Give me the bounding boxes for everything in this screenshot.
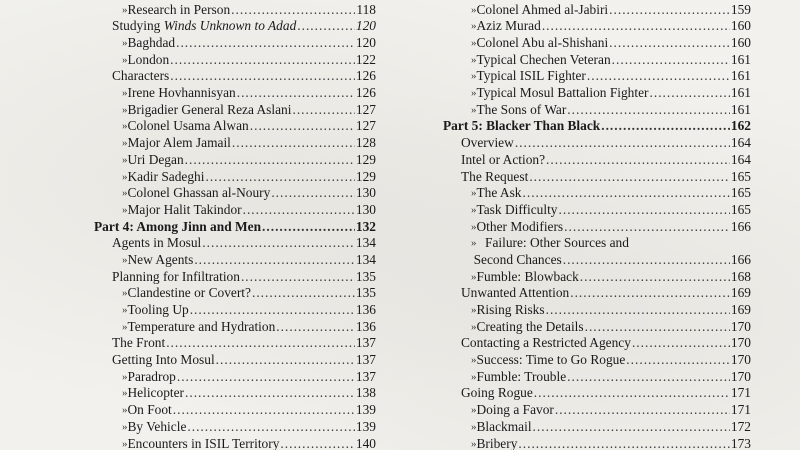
- bullet-chevron-icon: »: [122, 320, 128, 333]
- toc-subentry[interactable]: [94, 402, 376, 419]
- toc-column-left: [94, 0, 376, 450]
- dot-leader: [216, 352, 355, 369]
- toc-page-number: 140: [355, 435, 376, 450]
- toc-subentry[interactable]: [94, 185, 376, 202]
- dot-leader: [252, 285, 355, 302]
- bullet-chevron-icon: »: [122, 187, 128, 200]
- toc-entry[interactable]: [443, 285, 751, 302]
- toc-subentry[interactable]: [94, 102, 376, 119]
- toc-entry-title: Creating the Details: [476, 318, 584, 334]
- toc-entry-title: Success: Time to Go Rogue: [476, 352, 626, 368]
- bullet-chevron-icon: »: [122, 3, 128, 16]
- dot-leader: [205, 169, 354, 186]
- dot-leader: [176, 35, 355, 52]
- dot-leader: [243, 202, 355, 219]
- toc-entry-title: Colonel Ahmed al-Jabiri: [476, 1, 609, 17]
- toc-page-number: 173: [730, 435, 751, 450]
- dot-leader: [166, 335, 355, 352]
- toc-entry[interactable]: [443, 335, 751, 352]
- toc-entry[interactable]: [94, 235, 376, 252]
- toc-page-number: 129: [355, 168, 376, 184]
- toc-entry-title: Characters: [112, 68, 170, 84]
- bullet-chevron-icon: »: [471, 304, 477, 317]
- toc-page-number: 170: [730, 318, 751, 334]
- dot-leader: [185, 385, 355, 402]
- toc-page-number: 165: [730, 185, 751, 201]
- toc-entry-title: The Request: [461, 168, 529, 184]
- toc-subentry[interactable]: [443, 235, 751, 252]
- toc-page-number: 118: [356, 1, 376, 17]
- toc-subentry[interactable]: [443, 252, 751, 269]
- dot-leader: [559, 202, 730, 219]
- toc-entry[interactable]: [94, 335, 376, 352]
- toc-subentry[interactable]: [94, 369, 376, 386]
- bullet-chevron-icon: »: [122, 387, 128, 400]
- bullet-chevron-icon: »: [122, 437, 128, 450]
- bullet-chevron-icon: »: [471, 404, 477, 417]
- toc-page-number: 170: [730, 368, 751, 384]
- bullet-chevron-icon: »: [471, 437, 477, 450]
- toc-page-number: 165: [730, 201, 751, 217]
- dot-leader: [546, 302, 730, 319]
- bullet-chevron-icon: »: [471, 420, 477, 433]
- bullet-chevron-icon: »: [122, 170, 128, 183]
- dot-leader: [529, 169, 730, 186]
- toc-subentry[interactable]: [94, 252, 376, 269]
- toc-page-number: 126: [355, 85, 376, 101]
- toc-page-number: 122: [355, 51, 376, 67]
- toc-page-number: 169: [730, 285, 751, 301]
- dot-leader: [292, 102, 354, 119]
- toc-subentry[interactable]: [94, 152, 376, 169]
- dot-leader: [280, 436, 355, 450]
- bullet-chevron-icon: »: [471, 3, 477, 16]
- toc-subentry[interactable]: [443, 68, 751, 85]
- dot-leader: [173, 402, 355, 419]
- toc-subentry[interactable]: [443, 269, 751, 286]
- toc-entry-title: Task Difficulty: [476, 201, 558, 217]
- toc-subentry[interactable]: [94, 52, 376, 69]
- bullet-chevron-icon: »: [122, 370, 128, 383]
- toc-subentry[interactable]: [94, 35, 376, 52]
- toc-entry-title: Uri Degan: [127, 151, 184, 167]
- toc-subentry[interactable]: [94, 169, 376, 186]
- toc-column-right: [443, 0, 751, 450]
- toc-subentry[interactable]: [443, 302, 751, 319]
- dot-leader: [612, 52, 730, 69]
- toc-page-number: 134: [355, 235, 376, 251]
- dot-leader: [542, 18, 730, 35]
- bullet-chevron-icon: »: [122, 53, 128, 66]
- toc-page-number: 129: [355, 151, 376, 167]
- bullet-chevron-icon: »: [122, 87, 128, 100]
- toc-entry-title: Encounters in ISIL Territory: [127, 435, 280, 450]
- toc-page-number: 166: [730, 251, 751, 267]
- toc-page-number: 171: [730, 402, 751, 418]
- toc-entry[interactable]: [443, 152, 751, 169]
- toc-entry-title: Fumble: Blowback: [476, 268, 579, 284]
- toc-subentry[interactable]: [443, 319, 751, 336]
- toc-page-number: 170: [730, 352, 751, 368]
- toc-subentry[interactable]: [94, 302, 376, 319]
- toc-entry[interactable]: [94, 18, 376, 35]
- toc-entry-title: Tooling Up: [127, 302, 189, 318]
- toc-entry-title: Agents in Mosul: [112, 235, 202, 251]
- toc-entry-title: Typical ISIL Fighter: [476, 68, 586, 84]
- toc-page-number: 161: [730, 85, 751, 101]
- dot-leader: [533, 419, 730, 436]
- toc-page-number: 127: [355, 118, 376, 134]
- bullet-chevron-icon: »: [122, 203, 128, 216]
- toc-entry[interactable]: [443, 169, 751, 186]
- bullet-chevron-icon: »: [122, 287, 128, 300]
- toc-entry-title: Helicopter: [127, 385, 185, 401]
- toc-page-number: 136: [355, 302, 376, 318]
- toc-page-number: 168: [730, 268, 751, 284]
- toc-entry[interactable]: [94, 352, 376, 369]
- toc-page-number: 159: [730, 1, 751, 17]
- toc-entry-title: The Ask: [476, 185, 522, 201]
- dot-leader: [546, 152, 730, 169]
- toc-entry-title: Colonel Usama Alwan: [127, 118, 249, 134]
- bullet-chevron-icon: »: [471, 20, 477, 33]
- dot-leader: [580, 269, 730, 286]
- toc-page-number: 169: [730, 302, 751, 318]
- dot-leader: [190, 302, 355, 319]
- toc-entry-title: The Sons of War: [476, 101, 567, 117]
- bullet-chevron-icon: »: [122, 120, 128, 133]
- toc-entry-title: Typical Chechen Veteran: [476, 51, 611, 67]
- dot-leader: [237, 85, 355, 102]
- toc-entry[interactable]: [443, 135, 751, 152]
- toc-entry-title: Other Modifiers: [476, 218, 564, 234]
- dot-leader: [232, 135, 355, 152]
- toc-page-number: 160: [730, 35, 751, 51]
- toc-entry-title: Contacting a Restricted Agency: [461, 335, 631, 351]
- toc-page-number: 135: [355, 285, 376, 301]
- dot-leader: [241, 269, 355, 286]
- toc-entry-title: Irene Hovhannisyan: [127, 85, 236, 101]
- dot-leader: [523, 185, 730, 202]
- dot-leader: [177, 369, 355, 386]
- toc-page-number: 164: [730, 135, 751, 151]
- dot-leader: [262, 219, 355, 236]
- toc-subentry[interactable]: [443, 2, 751, 19]
- toc-page-number: 164: [730, 151, 751, 167]
- toc-page-number: 130: [355, 201, 376, 217]
- toc-page-number: 137: [355, 368, 376, 384]
- bullet-chevron-icon: »: [122, 404, 128, 417]
- dot-leader: [170, 68, 355, 85]
- toc-entry-title: Aziz Murad: [476, 18, 541, 34]
- toc-page-number: 161: [730, 101, 751, 117]
- toc-subentry[interactable]: [443, 85, 751, 102]
- toc-subentry[interactable]: [443, 35, 751, 52]
- bullet-chevron-icon: »: [122, 304, 128, 317]
- toc-entry-title-plain: Studying: [112, 18, 164, 34]
- toc-page-number: 138: [355, 385, 376, 401]
- toc-page-number: 135: [355, 268, 376, 284]
- dot-leader: [170, 52, 355, 69]
- toc-subentry[interactable]: [94, 419, 376, 436]
- dot-leader: [202, 235, 355, 252]
- dot-leader: [297, 18, 355, 35]
- dot-leader: [650, 85, 730, 102]
- dot-leader: [567, 102, 730, 119]
- bullet-chevron-icon: »: [122, 153, 128, 166]
- toc-subentry[interactable]: [94, 135, 376, 152]
- toc-page-number: 120: [355, 18, 376, 34]
- toc-page-number: 171: [730, 385, 751, 401]
- toc-entry-title: Colonel Abu al-Shishani: [476, 35, 609, 51]
- dot-leader: [563, 252, 730, 269]
- toc-subentry[interactable]: [94, 202, 376, 219]
- toc-subentry[interactable]: [443, 202, 751, 219]
- toc-page-number: 127: [355, 101, 376, 117]
- bullet-chevron-icon: »: [471, 320, 477, 333]
- toc-page-number: 172: [730, 418, 751, 434]
- toc-page-number: 161: [730, 68, 751, 84]
- toc-page-number: 130: [355, 185, 376, 201]
- toc-entry-title: Second Chances: [473, 251, 562, 267]
- toc-subentry[interactable]: [94, 85, 376, 102]
- dot-leader: [609, 35, 730, 52]
- toc-entry[interactable]: [94, 269, 376, 286]
- toc-subentry[interactable]: [443, 219, 751, 236]
- toc-subentry[interactable]: [443, 369, 751, 386]
- toc-subentry[interactable]: [94, 319, 376, 336]
- toc-entry-title: Part 4: Among Jinn and Men: [94, 218, 262, 234]
- dot-leader: [518, 436, 730, 450]
- toc-page-number: 136: [355, 318, 376, 334]
- bullet-chevron-icon: »: [471, 354, 477, 367]
- toc-entry-title-italic: Winds Unknown to Adad: [163, 18, 297, 34]
- toc-subentry[interactable]: [94, 119, 376, 136]
- toc-entry-title: On Foot: [127, 402, 172, 418]
- toc-entry-title: Typical Mosul Battalion Fighter: [476, 85, 649, 101]
- toc-subentry[interactable]: [443, 352, 751, 369]
- toc-entry-title: Baghdad: [127, 35, 176, 51]
- toc-entry[interactable]: [94, 68, 376, 85]
- toc-page-number: 139: [355, 418, 376, 434]
- toc-page-number: 137: [355, 335, 376, 351]
- dot-leader: [276, 319, 355, 336]
- dot-leader: [609, 2, 730, 19]
- toc-entry-title: Overview: [461, 135, 514, 151]
- dot-leader: [564, 219, 730, 236]
- bullet-chevron-icon: »: [122, 137, 128, 150]
- dot-leader: [570, 285, 730, 302]
- toc-entry-title: Part 5: Blacker Than Black: [443, 118, 601, 134]
- bullet-chevron-icon: »: [471, 53, 477, 66]
- toc-entry-title: Blackmail: [476, 418, 532, 434]
- toc-entry-title: Major Alem Jamail: [127, 135, 231, 151]
- toc-entry-title: Bribery: [476, 435, 518, 450]
- dot-leader: [567, 369, 730, 386]
- dot-leader: [250, 118, 355, 135]
- toc-entry-title: Colonel Ghassan al-Noury: [127, 185, 271, 201]
- toc-page-number: 161: [730, 51, 751, 67]
- bullet-chevron-icon: »: [122, 420, 128, 433]
- toc-subentry[interactable]: [443, 436, 751, 450]
- toc-entry[interactable]: [443, 386, 751, 403]
- toc-entry-title: [112, 18, 296, 35]
- bullet-chevron-icon: »: [471, 237, 477, 250]
- toc-subentry[interactable]: [94, 2, 376, 19]
- toc-entry-title: Intel or Action?: [461, 151, 546, 167]
- toc-entry-title: Kadir Sadeghi: [127, 168, 205, 184]
- dot-leader: [231, 2, 355, 19]
- toc-page-number: 162: [730, 118, 751, 134]
- dot-leader: [185, 152, 355, 169]
- bullet-chevron-icon: »: [122, 253, 128, 266]
- toc-subentry[interactable]: [94, 436, 376, 450]
- bullet-chevron-icon: »: [471, 370, 477, 383]
- dot-leader: [587, 68, 730, 85]
- toc-entry-title: Planning for Infiltration: [112, 268, 240, 284]
- toc-entry-title: Major Halit Takindor: [127, 201, 242, 217]
- toc-entry-title: Fumble: Trouble: [476, 368, 567, 384]
- toc-entry-title: Paradrop: [127, 368, 176, 384]
- bullet-chevron-icon: »: [471, 103, 477, 116]
- dot-leader: [271, 185, 355, 202]
- toc-page-number: 132: [355, 218, 376, 234]
- dot-leader: [555, 402, 730, 419]
- bullet-chevron-icon: »: [122, 37, 128, 50]
- dot-leader: [601, 118, 730, 135]
- bullet-chevron-icon: »: [471, 203, 477, 216]
- toc-subentry[interactable]: [94, 386, 376, 403]
- toc-entry-title: Research in Person: [127, 1, 231, 17]
- toc-page-number: 139: [355, 402, 376, 418]
- bullet-chevron-icon: »: [471, 87, 477, 100]
- toc-entry-title: Rising Risks: [476, 302, 545, 318]
- toc-entry-title: Clandestine or Covert?: [127, 285, 251, 301]
- toc-subentry[interactable]: [443, 102, 751, 119]
- toc-subentry[interactable]: [443, 52, 751, 69]
- toc-page-number: 137: [355, 352, 376, 368]
- toc-page-number: 160: [730, 18, 751, 34]
- dot-leader: [515, 135, 730, 152]
- dot-leader: [194, 252, 355, 269]
- bullet-chevron-icon: »: [471, 220, 477, 233]
- dot-leader: [534, 385, 730, 402]
- toc-entry-title: Temperature and Hydration: [127, 318, 276, 334]
- toc-entry-title: The Front: [112, 335, 166, 351]
- toc-page-number: 166: [730, 218, 751, 234]
- toc-entry-title: Doing a Favor: [476, 402, 554, 418]
- toc-subentry[interactable]: [443, 402, 751, 419]
- toc-page-number: 120: [355, 35, 376, 51]
- bullet-chevron-icon: »: [471, 70, 477, 83]
- toc-entry-title: Going Rogue: [461, 385, 533, 401]
- toc-subentry[interactable]: [443, 419, 751, 436]
- bullet-chevron-icon: »: [122, 103, 128, 116]
- bullet-chevron-icon: »: [471, 187, 477, 200]
- toc-page-number: 170: [730, 335, 751, 351]
- toc-page-number: 134: [355, 251, 376, 267]
- toc-entry-title: Brigadier General Reza Aslani: [127, 101, 292, 117]
- toc-page-number: 128: [355, 135, 376, 151]
- toc-subentry[interactable]: [443, 185, 751, 202]
- toc-entry-title: Unwanted Attention: [461, 285, 570, 301]
- toc-entry-title: By Vehicle: [127, 418, 187, 434]
- toc-entry-title: New Agents: [127, 251, 194, 267]
- dot-leader: [626, 352, 730, 369]
- dot-leader: [632, 335, 730, 352]
- toc-page-number: 126: [355, 68, 376, 84]
- toc-subentry[interactable]: [94, 285, 376, 302]
- toc-part-heading[interactable]: [443, 119, 751, 136]
- toc-entry-title: London: [127, 51, 170, 67]
- bullet-chevron-icon: »: [471, 37, 477, 50]
- toc-subentry[interactable]: [443, 18, 751, 35]
- toc-page-number: 165: [730, 168, 751, 184]
- toc-entry-title: Getting Into Mosul: [112, 352, 215, 368]
- dot-leader: [187, 419, 355, 436]
- toc-entry-title: Failure: Other Sources and: [485, 235, 629, 251]
- dot-leader: [585, 319, 730, 336]
- toc-part-heading[interactable]: [94, 219, 376, 236]
- bullet-chevron-icon: »: [471, 270, 477, 283]
